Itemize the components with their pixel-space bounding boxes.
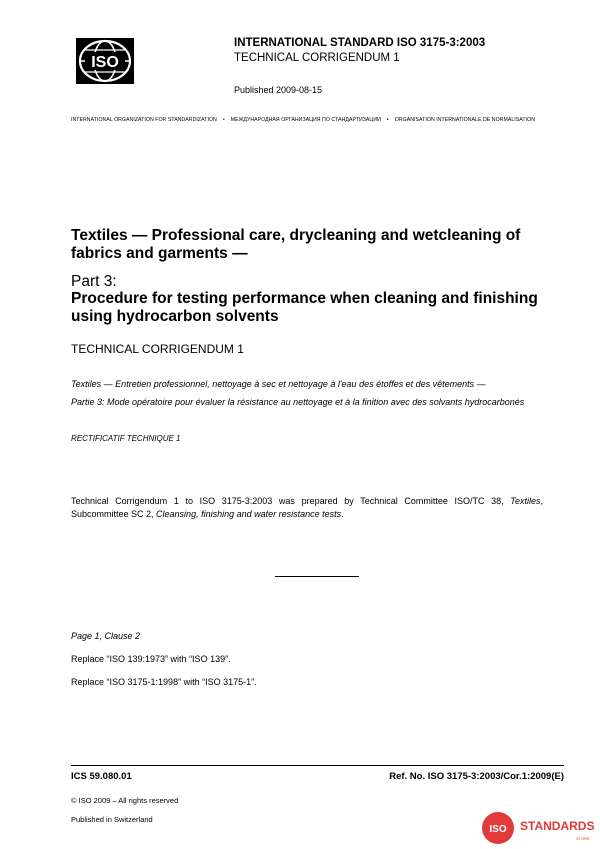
corrigendum-label: TECHNICAL CORRIGENDUM 1: [71, 342, 244, 356]
prep-text-1: Technical Corrigendum 1 to ISO 3175-3:2003 was prepared by Technical Committee ISO/TC 38,: [71, 496, 511, 506]
part-label: Part 3:: [71, 273, 117, 290]
stamp-iso-text: ISO: [489, 824, 507, 835]
organization-line: [71, 117, 535, 123]
replacement-2: Replace “ISO 3175-1:1998” with “ISO 3175-1”.: [71, 677, 257, 687]
stamp-small-label: STORE: [576, 836, 590, 841]
corrigendum-subtitle: TECHNICAL CORRIGENDUM 1: [234, 52, 400, 64]
iso-logo-text: ISO: [91, 54, 119, 71]
copyright-notice: © ISO 2009 – All rights reserved: [71, 796, 179, 805]
published-in: Published in Switzerland: [71, 815, 153, 824]
prep-text-3: .: [341, 508, 344, 519]
clause-reference: Page 1, Clause 2: [71, 631, 141, 641]
prep-committee-name: Textiles: [510, 496, 541, 506]
french-corrigendum-label: RECTIFICATIF TECHNIQUE 1: [71, 434, 181, 443]
prep-text-2: , Subcommittee SC 2,: [71, 496, 543, 519]
preparation-paragraph: [71, 495, 543, 520]
part-title: Procedure for testing performance when cleaning and finishing using hydrocarbon solvents: [71, 290, 538, 325]
french-part-title: Partie 3: Mode opératoire pour évaluer la résistance au nettoyage et à la finition avec des solvants hydrocarbonés: [71, 397, 525, 407]
org-separator: •: [386, 117, 389, 123]
org-separator: •: [222, 117, 225, 123]
reference-number: Ref. No. ISO 3175-3:2003/Cor.1:2009(E): [389, 771, 564, 782]
replacement-1: Replace “ISO 139:1973” with “ISO 139”.: [71, 654, 231, 664]
org-name-en: INTERNATIONAL ORGANIZATION FOR STANDARDIZATION: [71, 117, 217, 123]
ics-code: ICS 59.080.01: [71, 771, 132, 782]
footer-rule: [71, 765, 564, 766]
iso-standards-store-stamp: [480, 810, 598, 846]
standard-title: INTERNATIONAL STANDARD ISO 3175-3:2003: [234, 37, 486, 49]
iso-logo: [76, 38, 134, 84]
separator-rule: [275, 576, 359, 577]
french-title: Textiles — Entretien professionnel, nettoyage à sec et nettoyage à l'eau des étoffes et des vêtements —: [71, 379, 486, 389]
main-title: Textiles — Professional care, drycleaning and wetcleaning of fabrics and garments —: [71, 227, 521, 262]
prep-subcommittee-name: Cleansing, finishing and water resistance tests: [156, 508, 342, 519]
org-name-fr: ORGANISATION INTERNATIONALE DE NORMALISATION: [394, 117, 536, 123]
org-name-ru: МЕЖДУНАРОДНАЯ ОРГАНИЗАЦИЯ ПО СТАНДАРТИЗАЦИИ: [230, 117, 381, 123]
stamp-label: STANDARDS: [520, 819, 595, 833]
published-date: Published 2009-08-15: [234, 85, 323, 95]
